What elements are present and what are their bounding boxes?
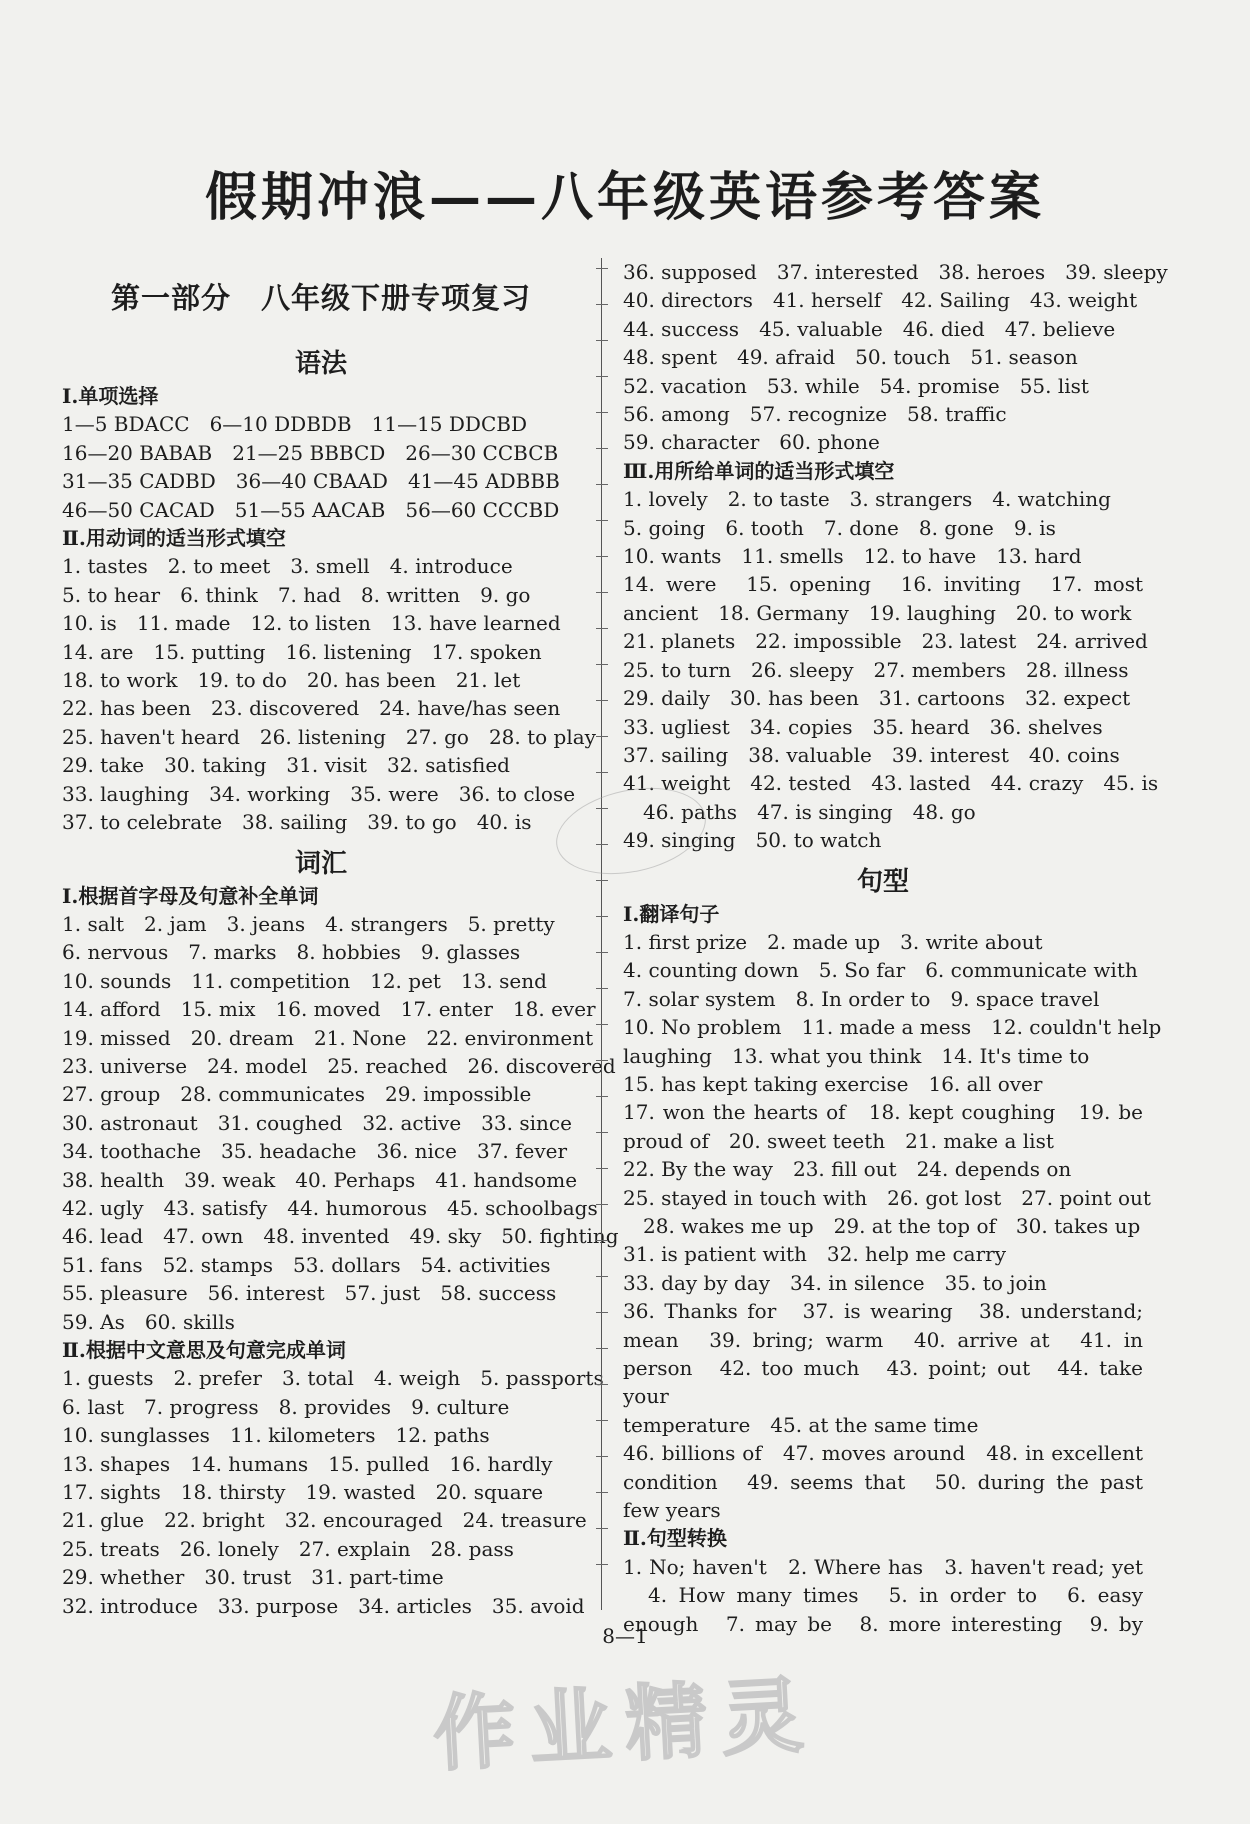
divider-tick bbox=[596, 1384, 608, 1385]
answer-line: 17. sights 18. thirsty 19. wasted 20. square bbox=[62, 1480, 544, 1505]
divider-tick bbox=[596, 844, 608, 845]
answer-line: 59. As 60. skills bbox=[62, 1309, 235, 1334]
answer-line: 46. paths 47. is singing 48. go bbox=[623, 799, 976, 824]
answer-line: 36. Thanks for 37. is wearing 38. understand; bbox=[623, 1299, 1143, 1324]
answer-line: 46. lead 47. own 48. invented 49. sky 50. fighting bbox=[62, 1224, 619, 1249]
answer-line: 40. directors 41. herself 42. Sailing 43. weight bbox=[623, 288, 1138, 313]
divider-tick bbox=[596, 1168, 608, 1169]
divider-tick bbox=[596, 880, 608, 881]
answer-line: 5. going 6. tooth 7. done 8. gone 9. is bbox=[623, 515, 1056, 540]
answer-line: 18. to work 19. to do 20. has been 21. let bbox=[62, 668, 521, 693]
answer-line: 49. singing 50. to watch bbox=[623, 828, 882, 853]
answer-line: 34. toothache 35. headache 36. nice 37. fever bbox=[62, 1139, 568, 1164]
answer-line: 37. sailing 38. valuable 39. interest 40. coins bbox=[623, 742, 1120, 767]
answer-line: 46—50 CACAD 51—55 AACAB 56—60 CCCBD bbox=[62, 497, 560, 522]
answer-line: 29. daily 30. has been 31. cartoons 32. expect bbox=[623, 686, 1131, 711]
answer-line: 1—5 BDACC 6—10 DDBDB 11—15 DDCBD bbox=[62, 412, 527, 437]
answer-line: 10. No problem 11. made a mess 12. couldn't help bbox=[623, 1015, 1162, 1040]
exercise-heading: Ⅱ.用动词的适当形式填空 bbox=[62, 526, 286, 551]
divider-tick bbox=[596, 772, 608, 773]
exercise-heading: Ⅰ.翻译句子 bbox=[623, 901, 720, 926]
answer-line: 1. lovely 2. to taste 3. strangers 4. watching bbox=[623, 487, 1111, 512]
answer-line: 37. to celebrate 38. sailing 39. to go 40. is bbox=[62, 810, 532, 835]
exercise-heading: Ⅰ.根据首字母及句意补全单词 bbox=[62, 883, 319, 908]
answer-line: 44. success 45. valuable 46. died 47. believe bbox=[623, 316, 1116, 341]
answer-line: 13. shapes 14. humans 15. pulled 16. hardly bbox=[62, 1451, 553, 1476]
left-column bbox=[62, 258, 619, 1620]
divider-tick bbox=[596, 592, 608, 593]
answer-line: 14. are 15. putting 16. listening 17. spoken bbox=[62, 639, 542, 664]
divider-tick bbox=[596, 520, 608, 521]
divider-tick bbox=[596, 628, 608, 629]
answer-line: 33. day by day 34. in silence 35. to join bbox=[623, 1270, 1047, 1295]
answer-line: 1. first prize 2. made up 3. write about bbox=[623, 929, 1043, 954]
exercise-heading: Ⅲ.用所给单词的适当形式填空 bbox=[623, 458, 895, 483]
answer-line: 38. health 39. weak 40. Perhaps 41. handsome bbox=[62, 1167, 578, 1192]
answer-line: 25. treats 26. lonely 27. explain 28. pass bbox=[62, 1536, 514, 1561]
answer-line: 23. universe 24. model 25. reached 26. discovered bbox=[62, 1053, 616, 1078]
answer-line: condition 49. seems that 50. during the past bbox=[623, 1469, 1143, 1494]
answer-line: mean 39. bring; warm 40. arrive at 41. in bbox=[623, 1327, 1143, 1352]
answer-line: 15. has kept taking exercise 16. all over bbox=[623, 1071, 1043, 1096]
answer-line: proud of 20. sweet teeth 21. make a list bbox=[623, 1128, 1054, 1153]
answer-line: 32. introduce 33. purpose 34. articles 35. avoid bbox=[62, 1593, 585, 1618]
answer-line: few years bbox=[623, 1498, 721, 1523]
answer-line: 10. sounds 11. competition 12. pet 13. send bbox=[62, 968, 547, 993]
divider-tick bbox=[596, 556, 608, 557]
exercise-heading: Ⅰ.单项选择 bbox=[62, 384, 159, 408]
section-title: 句型 bbox=[856, 866, 909, 897]
page-title: 假期冲浪——八年级英语参考答案 bbox=[204, 167, 1045, 228]
divider-tick bbox=[596, 448, 608, 449]
answer-line: 46. billions of 47. moves around 48. in excellent bbox=[623, 1441, 1143, 1466]
right-answers bbox=[623, 258, 1168, 1638]
answer-line: 5. to hear 6. think 7. had 8. written 9. go bbox=[62, 582, 531, 607]
answer-line: 42. ugly 43. satisfy 44. humorous 45. schoolbags bbox=[62, 1195, 598, 1220]
divider-tick bbox=[596, 916, 608, 917]
divider-tick bbox=[596, 1024, 608, 1025]
divider-tick bbox=[596, 412, 608, 413]
answer-line: 14. afford 15. mix 16. moved 17. enter 18. ever bbox=[62, 997, 596, 1022]
answer-line: 10. wants 11. smells 12. to have 13. hard bbox=[623, 544, 1082, 569]
answer-line: 36. supposed 37. interested 38. heroes 39. sleepy bbox=[623, 260, 1168, 284]
divider-tick bbox=[596, 1240, 608, 1241]
answer-line: 4. How many times 5. in order to 6. easy bbox=[623, 1583, 1143, 1608]
answer-line: 1. guests 2. prefer 3. total 4. weigh 5. passports bbox=[62, 1366, 604, 1391]
divider-tick bbox=[596, 952, 608, 953]
part-title: 第一部分 八年级下册专项复习 bbox=[110, 281, 531, 315]
answer-line: 48. spent 49. afraid 50. touch 51. season bbox=[623, 345, 1078, 370]
answer-line: 41. weight 42. tested 43. lasted 44. crazy 45. is bbox=[623, 771, 1159, 796]
exercise-heading: Ⅱ.根据中文意思及句意完成单词 bbox=[62, 1338, 346, 1362]
answer-line: 14. were 15. opening 16. inviting 17. most bbox=[623, 572, 1143, 597]
answer-line: 33. ugliest 34. copies 35. heard 36. shelves bbox=[623, 714, 1103, 739]
answer-line: 22. By the way 23. fill out 24. depends on bbox=[623, 1157, 1072, 1182]
answer-line: 56. among 57. recognize 58. traffic bbox=[623, 402, 1007, 427]
answer-line: 29. whether 30. trust 31. part-time bbox=[62, 1565, 444, 1590]
answer-line: 25. haven't heard 26. listening 27. go 28. to play bbox=[62, 724, 596, 749]
divider-tick bbox=[596, 808, 608, 809]
divider-tick bbox=[596, 736, 608, 737]
answer-line: person 42. too much 43. point; out 44. take your bbox=[623, 1356, 1143, 1409]
divider-tick bbox=[596, 988, 608, 989]
divider-tick bbox=[596, 1420, 608, 1421]
answer-line: 55. pleasure 56. interest 57. just 58. success bbox=[62, 1281, 557, 1306]
section-title: 语法 bbox=[294, 349, 347, 379]
divider-tick bbox=[596, 1204, 608, 1205]
divider-tick bbox=[596, 1312, 608, 1313]
divider-tick bbox=[596, 700, 608, 701]
divider-tick bbox=[596, 1132, 608, 1133]
section-title: 词汇 bbox=[294, 848, 347, 879]
answer-line: 25. to turn 26. sleepy 27. members 28. illness bbox=[623, 657, 1129, 682]
answer-line: ancient 18. Germany 19. laughing 20. to work bbox=[623, 600, 1132, 625]
divider-tick bbox=[596, 1276, 608, 1277]
divider-tick bbox=[596, 304, 608, 305]
answer-line: 1. No; haven't 2. Where has 3. haven't read; yet bbox=[623, 1554, 1143, 1579]
divider-tick bbox=[596, 484, 608, 485]
answer-line: 6. nervous 7. marks 8. hobbies 9. glasses bbox=[62, 940, 521, 965]
divider-tick bbox=[596, 1528, 608, 1529]
answer-line: 1. tastes 2. to meet 3. smell 4. introduce bbox=[62, 554, 513, 579]
answer-line: 16—20 BABAB 21—25 BBBCD 26—30 CCBCB bbox=[62, 440, 559, 465]
divider-tick bbox=[596, 1096, 608, 1097]
answer-line: 27. group 28. communicates 29. impossible bbox=[62, 1082, 532, 1107]
divider-tick bbox=[596, 376, 608, 377]
answer-line: 31—35 CADBD 36—40 CBAAD 41—45 ADBBB bbox=[62, 469, 560, 494]
divider-tick bbox=[596, 1492, 608, 1493]
answer-line: 10. sunglasses 11. kilometers 12. paths bbox=[62, 1423, 490, 1448]
watermark: 作业精灵 bbox=[431, 1667, 820, 1783]
divider-tick bbox=[596, 664, 608, 665]
answer-line: 52. vacation 53. while 54. promise 55. list bbox=[623, 373, 1089, 398]
answer-line: 30. astronaut 31. coughed 32. active 33. since bbox=[62, 1110, 572, 1135]
right-column bbox=[623, 258, 1168, 1638]
divider-tick bbox=[596, 1348, 608, 1349]
answer-line: 33. laughing 34. working 35. were 36. to close bbox=[62, 781, 576, 806]
answer-line: 17. won the hearts of 18. kept coughing 19. be bbox=[623, 1100, 1143, 1125]
exercise-heading: Ⅱ.句型转换 bbox=[623, 1526, 727, 1551]
answer-line: enough 7. may be 8. more interesting 9. by bbox=[623, 1611, 1143, 1636]
answer-line: 29. take 30. taking 31. visit 32. satisfied bbox=[62, 753, 510, 778]
answer-line: 7. solar system 8. In order to 9. space travel bbox=[623, 986, 1100, 1011]
answer-line: laughing 13. what you think 14. It's time to bbox=[623, 1043, 1090, 1068]
divider-tick bbox=[596, 1060, 608, 1061]
answer-line: 4. counting down 5. So far 6. communicate with bbox=[623, 958, 1138, 983]
divider-tick bbox=[596, 268, 608, 269]
left-answers bbox=[62, 343, 619, 1620]
answer-line: 31. is patient with 32. help me carry bbox=[623, 1242, 1007, 1267]
answer-line: 1. salt 2. jam 3. jeans 4. strangers 5. pretty bbox=[62, 911, 555, 936]
answer-line: 6. last 7. progress 8. provides 9. culture bbox=[62, 1394, 510, 1419]
divider-tick bbox=[596, 340, 608, 341]
answer-line: 21. planets 22. impossible 23. latest 24. arrived bbox=[623, 629, 1148, 654]
answer-line: 28. wakes me up 29. at the top of 30. takes up bbox=[623, 1214, 1141, 1238]
answer-line: 51. fans 52. stamps 53. dollars 54. activities bbox=[62, 1252, 551, 1277]
answer-line: 59. character 60. phone bbox=[623, 430, 880, 455]
answer-line: 22. has been 23. discovered 24. have/has seen bbox=[62, 696, 561, 721]
page-number: 8—1 bbox=[602, 1624, 648, 1648]
column-divider bbox=[601, 258, 602, 1610]
answer-line: 10. is 11. made 12. to listen 13. have learned bbox=[62, 611, 561, 636]
answer-line: temperature 45. at the same time bbox=[623, 1412, 979, 1437]
answer-line: 19. missed 20. dream 21. None 22. environment bbox=[62, 1025, 594, 1050]
divider-tick bbox=[596, 1564, 608, 1565]
divider-tick bbox=[596, 1456, 608, 1457]
answer-line: 21. glue 22. bright 32. encouraged 24. treasure bbox=[62, 1508, 587, 1533]
answer-line: 25. stayed in touch with 26. got lost 27. point out bbox=[623, 1185, 1151, 1210]
